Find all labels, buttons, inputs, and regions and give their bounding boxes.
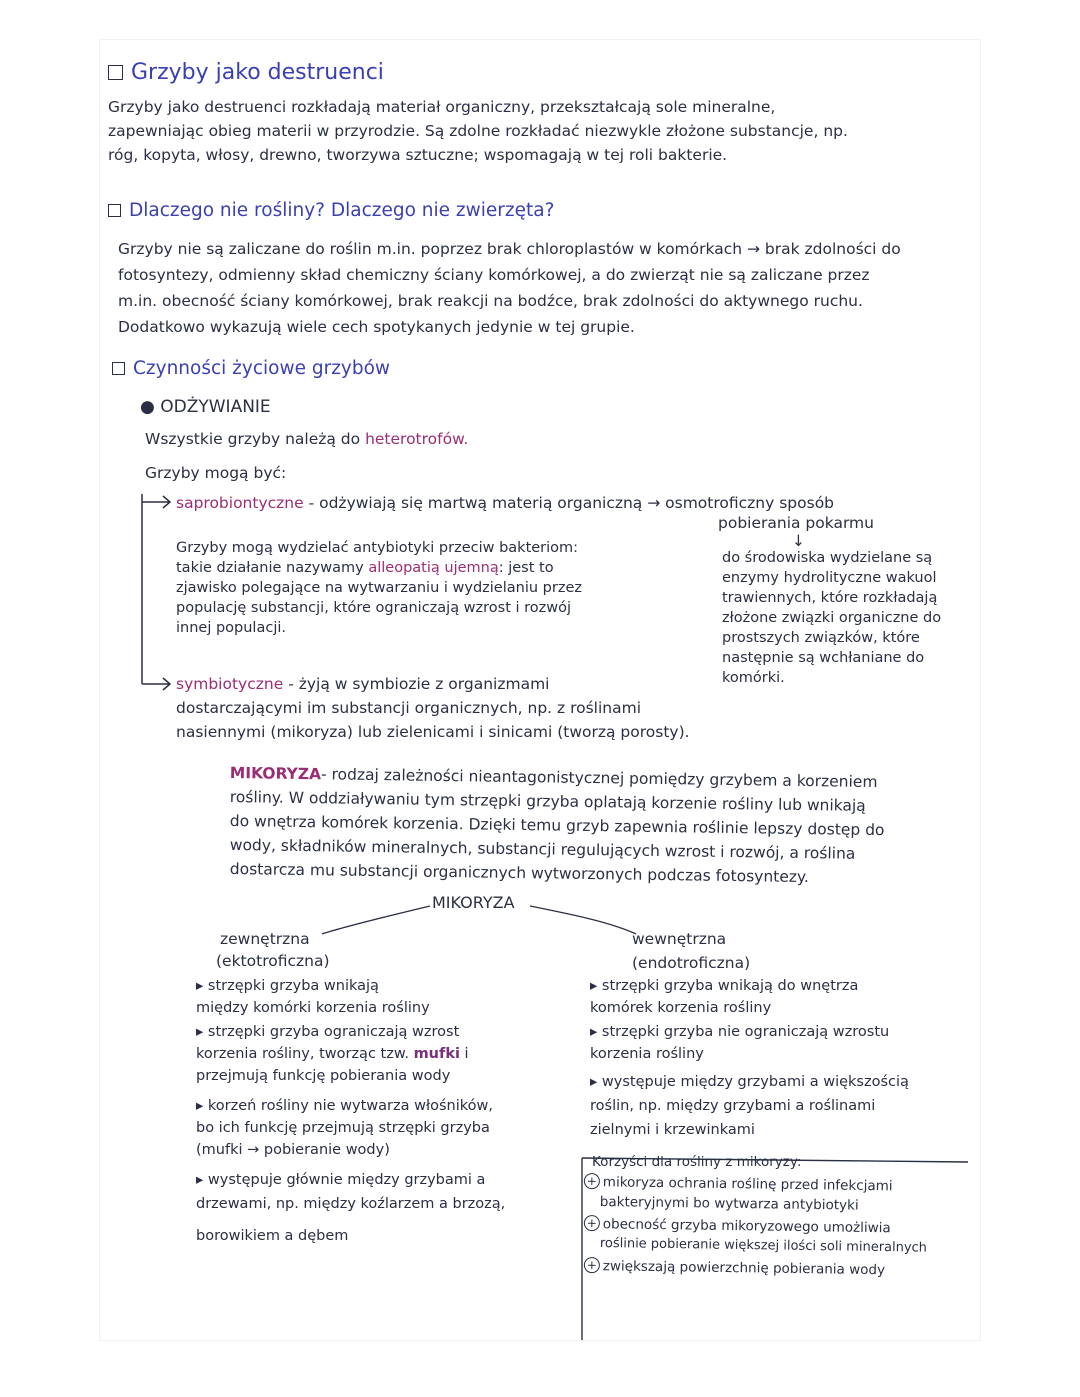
s2-line-3: m.in. obecność ściany komórkowej, brak reakcji na bodźce, brak zdolności do aktywnego ruchu. — [118, 292, 863, 310]
left-item-3c: (mufki → pobieranie wody) — [196, 1142, 390, 1158]
benefit-3a — [584, 1256, 885, 1280]
right-subtitle: (endotroficzna) — [632, 954, 751, 972]
osmo-line-6: następnie są wchłaniane do — [722, 650, 925, 666]
checkbox-icon — [108, 65, 123, 80]
saprobiontic-term: saprobiontyczne — [176, 494, 304, 512]
left-item-2b-text: korzenia rośliny, tworząc tzw. — [196, 1046, 409, 1062]
section2-title-text: Dlaczego nie rośliny? Dlaczego nie zwierzęta? — [129, 200, 555, 221]
can-be-line: Grzyby mogą być: — [145, 464, 287, 482]
left-item-3b: bo ich funkcję przejmują strzępki grzyba — [196, 1120, 490, 1136]
benefit-2b: roślinie pobieranie większej ilości soli mineralnych — [599, 1235, 928, 1256]
left-item-4c: borowikiem a dębem — [196, 1228, 349, 1244]
section3-title-text: Czynności życiowe grzybów — [133, 358, 391, 379]
osmo-line-4: złożone związki organiczne do — [722, 610, 942, 626]
all-fungi-line — [145, 428, 468, 450]
diagram-connectors — [320, 898, 640, 948]
osmo-line-5: prostszych związków, które — [722, 630, 920, 646]
right-item-3c: zielnymi i krzewinkami — [590, 1122, 755, 1138]
allelopathy-term: alleopatią ujemną — [368, 560, 499, 576]
mikoryza-line-5: dostarcza mu substancji organicznych wytworzonych podczas fotosyntezy. — [229, 859, 809, 887]
symbiotic-line-2: dostarczającymi im substancji organicznych, np. z roślinami — [176, 699, 642, 717]
left-subtitle: (ektotroficzna) — [216, 952, 330, 970]
plus-circle-icon: + — [584, 1257, 600, 1273]
mufki-term: mufki — [413, 1046, 460, 1062]
symbiotic-desc: - żyją w symbiozie z organizmami — [288, 675, 550, 693]
osmo-line-1: do środowiska wydzielane są — [722, 550, 933, 566]
allelo-text: takie działanie nazywamy — [176, 560, 364, 576]
mikoryza-text: - rodzaj zależności nieantagonistycznej pomiędzy grzybem a korzeniem — [320, 765, 878, 792]
plus-circle-icon: + — [584, 1173, 600, 1189]
all-fungi-text: Wszystkie grzyby należą do — [145, 430, 361, 448]
allelo-line-4: populację substancji, które ograniczają wzrost i rozwój — [176, 600, 572, 616]
symbiotic-line — [176, 673, 550, 695]
intro-line-2: zapewniając obieg materii w przyrodzie. Są zdolne rozkładać niezwykle złożone substancje, np. — [108, 122, 848, 140]
left-title: zewnętrzna — [220, 930, 310, 948]
bullet-odzywianie — [140, 396, 271, 418]
saprobiontic-desc-2: pobierania pokarmu — [718, 514, 874, 532]
right-item-3b: roślin, np. między grzybami a roślinami — [590, 1098, 876, 1114]
saprobiontic-line — [176, 492, 834, 514]
benefit-2a-text: obecność grzyba mikoryzowego umożliwia — [602, 1216, 891, 1237]
checkbox-icon — [108, 204, 121, 217]
allelo-line-3: zjawisko polegające na wytwarzaniu i wydzielaniu przez — [176, 580, 582, 596]
benefit-1a-text: mikoryza ochrania roślinę przed infekcjami — [602, 1174, 893, 1195]
osmo-line-7: komórki. — [722, 670, 785, 686]
mikoryza-line-4: wody, składników mineralnych, substancji regulujących wzrost i rozwój, a roślina — [229, 835, 856, 863]
allelo-line-2 — [176, 558, 554, 578]
left-item-2a: ▸ strzępki grzyba ograniczają wzrost — [196, 1024, 460, 1040]
right-item-3a: ▸ występuje między grzybami a większością — [590, 1074, 909, 1090]
benefits-title: Korzyści dla rośliny z mikoryzy: — [592, 1154, 802, 1170]
section-title-czynnosci — [112, 356, 390, 382]
bullet-label: ODŻYWIANIE — [160, 397, 271, 417]
left-item-3a: ▸ korzeń rośliny nie wytwarza włośników, — [196, 1098, 493, 1114]
mikoryza-line-2: rośliny. W oddziaływaniu tym strzępki grzyba oplatają korzenie rośliny lub wnikają — [229, 787, 866, 815]
right-item-1b: komórek korzenia rośliny — [590, 1000, 772, 1016]
left-item-1b: między komórki korzenia rośliny — [196, 1000, 430, 1016]
left-item-1a: ▸ strzępki grzyba wnikają — [196, 978, 379, 994]
allelo-line-1: Grzyby mogą wydzielać antybiotyki przeciw bakteriom: — [176, 540, 579, 556]
symbiotic-term: symbiotyczne — [176, 675, 284, 693]
mikoryza-term: MIKORYZA — [229, 763, 322, 784]
right-item-2b: korzenia rośliny — [590, 1046, 704, 1062]
symbiotic-line-3: nasiennymi (mikoryza) lub zielenicami i sinicami (tworzą porosty). — [176, 723, 690, 741]
osmo-line-2: enzymy hydrolityczne wakuol — [722, 570, 937, 586]
plus-circle-icon: + — [584, 1215, 600, 1231]
heterotrophs-term: heterotrofów. — [365, 430, 469, 448]
left-item-2b — [196, 1044, 469, 1064]
mikoryza-line-3: do wnętrza komórek korzenia. Dzięki temu grzyb zapewnia roślinie lepszy dostęp do — [229, 811, 885, 840]
section-title-destruenci — [108, 58, 384, 88]
benefit-3a-text: zwiększają powierzchnię pobierania wody — [602, 1258, 886, 1279]
allelo-text-2: : jest to — [498, 560, 554, 576]
s2-line-4: Dodatkowo wykazują wiele cech spotykanych jedynie w tej grupie. — [118, 318, 635, 336]
s2-line-1: Grzyby nie są zaliczane do roślin m.in. poprzez brak chloroplastów w komórkach → brak zdolności do — [118, 240, 901, 258]
diagram-center-label: MIKORYZA — [432, 893, 515, 912]
checkbox-icon — [112, 362, 125, 375]
saprobiontic-desc: - odżywiają się martwą materią organiczną → osmotroficzny sposób — [308, 494, 835, 512]
osmo-line-3: trawiennych, które rozkładają — [722, 590, 938, 606]
allelo-line-5: innej populacji. — [176, 620, 286, 636]
right-title: wewnętrzna — [632, 930, 727, 948]
section-title-dlaczego — [108, 198, 554, 224]
bullet-dot-icon: ● — [140, 397, 155, 417]
section-title-text: Grzyby jako destruenci — [131, 60, 384, 85]
arrow-down-icon: ↓ — [792, 532, 805, 550]
left-item-2c: przejmują funkcję pobierania wody — [196, 1068, 451, 1084]
right-item-2a: ▸ strzępki grzyba nie ograniczają wzrostu — [590, 1024, 890, 1040]
left-item-2b-tail: i — [464, 1046, 469, 1062]
intro-line-1: Grzyby jako destruenci rozkładają materiał organiczny, przekształcają sole mineralne, — [108, 98, 776, 116]
benefit-1b: bakteryjnymi bo wytwarza antybiotyki — [599, 1193, 859, 1214]
left-item-4a: ▸ występuje głównie między grzybami a — [196, 1172, 486, 1188]
left-item-4b: drzewami, np. między koźlarzem a brzozą, — [196, 1196, 506, 1212]
right-item-1a: ▸ strzępki grzyba wnikają do wnętrza — [590, 978, 859, 994]
s2-line-2: fotosyntezy, odmienny skład chemiczny ściany komórkowej, a do zwierząt nie są zaliczane przez — [118, 266, 870, 284]
intro-line-3: róg, kopyta, włosy, drewno, tworzywa sztuczne; wspomagają w tej roli bakterie. — [108, 146, 728, 164]
